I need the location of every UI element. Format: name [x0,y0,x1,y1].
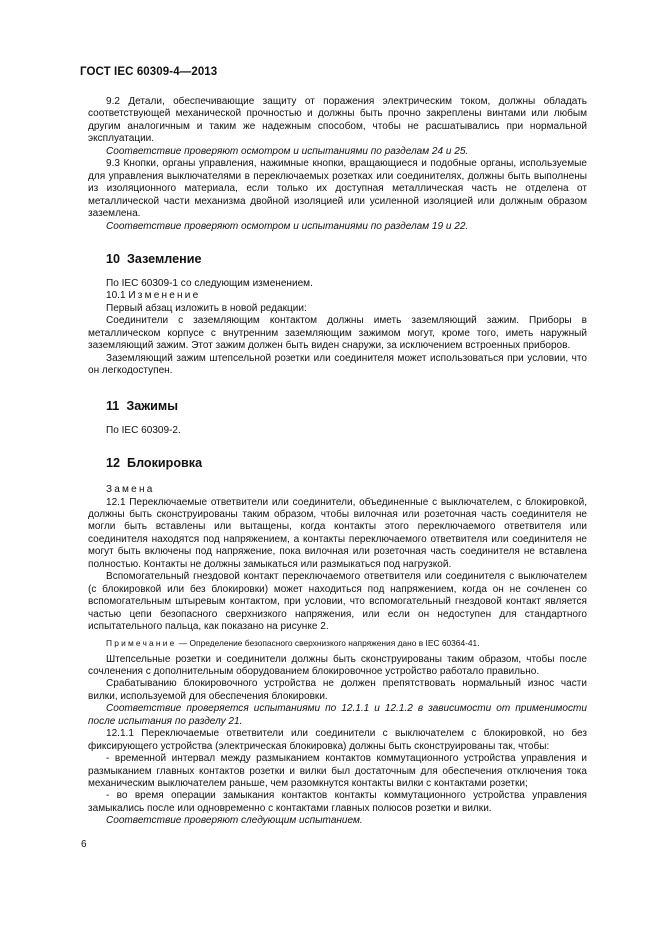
document-header: ГОСТ IEC 60309-4—2013 [80,66,218,78]
section-11-heading [88,399,587,413]
section-10-new-text: Соединители с заземляющим контактом должны иметь заземляющий зажим. Приборы в металлическом корпусе с внутренним заземляющим зажимом могут, кроме того, иметь наружный заземляющий зажим. Этот зажим должен быть виден снаружи, за исключением встроенных приборов. [88,315,587,352]
compliance-note-9-2: Соответствие проверяют осмотром и испытаниями по разделам 24 и 25. [106,145,469,157]
socket-design-text: Штепсельные розетки и соединители должны быть сконструированы таким образом, чтобы после сочленения с дополнительным оборудованием блокировочное устройство работало правильно. [88,653,587,677]
document-body [88,96,587,828]
paragraph-9-2: 9.2 Детали, обеспечивающие защиту от поражения электрическим током, должны обладать соответствующей механической прочностью и должны быть прочно закреплены винтами или любым другим аналогичным и таким же надежным способом, чтобы не расшатывались при нормальной эксплуатации. [88,96,587,145]
clause-12-1: 12.1 Переключаемые ответвители или соединители, объединенные с выключателем, с блокировкой, должны быть сконструированы таким образом, чтобы вилочная или розеточная часть соединителя не могли быть вставлены или вытащены, когда контакты этого переключаемого ответвителя или соединителя находятся под напряжением, а контакты переключаемого ответвителя или соединителя не могут быть включены под напряжение, пока вилочная или розеточная часть соединителя не вставлена полностью. Контакты не должны замыкаться или размыкаться под нагрузкой. [88,496,587,570]
compliance-note-9-3: Соответствие проверяют осмотром и испытаниями по разделам 19 и 22. [106,220,469,232]
replacement-label: Замена [106,484,155,496]
page-number: 6 [81,839,87,850]
section-11-text: По IEC 60309-2. [106,424,181,436]
clause-12-1-1: 12.1.1 Переключаемые ответвители или соединители с выключателем с блокировкой, но без фиксирующего устройства (электрическая блокировка) должны быть сконструированы так, чтобы: [88,728,587,752]
list-item-2: - во время операции замыкания контактов контакты коммутационного устройства управления замыкались после или одновременно с контактами главных полюсов розетки и вилки. [88,790,587,814]
note-text: — Определение безопасного сверхнизкого напряжения дано в IEC 60364-41. [176,637,480,648]
interlock-wear-text: Срабатыванию блокировочного устройства не должен препятствовать нормальный износ части вилки, используемой для обеспечения блокировки. [88,678,587,702]
section-10-intro: По IEC 60309-1 со следующим изменением. [106,277,313,289]
section-10-earthing-terminal: Заземляющий зажим штепсельной розетки или соединителя может использоваться при условии, что он легкодоступен. [88,352,587,377]
note-label: Примечание [106,637,177,648]
section-12-heading [88,456,587,470]
section-12-number: 12 [106,456,121,471]
section-11-number: 11 [106,398,120,413]
section-10-heading [88,252,587,266]
paragraph-9-3: 9.3 Кнопки, органы управления, нажимные кнопки, вращающиеся и подобные органы, используемые для управления выключателями в переключаемых розетках или соединителях, должны быть выполнены из изоляционного материала, если только их доступная металлическая часть не отделена от металлической части механизма двойной изоляцией или усиленной изоляцией или должным образом заземлена. [88,158,587,220]
compliance-note-12: Соответствие проверяется испытаниями по 12.1.1 и 12.1.2 в зависимости от применимости после испытания по разделу 21. [88,703,587,727]
section-11-title: Зажимы [126,398,178,413]
clause-10-1-label: Изменение [128,290,201,302]
note [88,638,587,649]
section-12-title: Блокировка [127,456,203,471]
compliance-note-12-1-1: Соответствие проверяют следующим испытанием. [106,815,363,827]
section-10-title: Заземление [127,251,202,266]
clause-10-1-number: 10.1 [106,290,126,302]
section-10-instruction: Первый абзац изложить в новой редакции: [106,302,307,314]
clause-10-1 [88,290,587,302]
section-10-number: 10 [106,251,121,266]
list-item-1: - временной интервал между размыканием контактов коммутационного устройства управления и размыканием главных контактов розетки и вилки был достаточным для обеспечения отключения тока механическим выключателем раньше, чем разомкнутся контакты вилки с контактами розетки; [88,753,587,790]
auxiliary-contact-text: Вспомогательный гнездовой контакт переключаемого ответвителя или соединителя с выключателем (с блокировкой или без блокировки) может находиться под напряжением, когда он не сочленен со вспомогательным штыревым контактом, при условии, что вспомогательный гнездовой контакт является частью цепи безопасного сверхнизкого напряжения, или если он недоступен для стандартного испытательного пальца, как показано на рисунке 2. [88,571,587,633]
